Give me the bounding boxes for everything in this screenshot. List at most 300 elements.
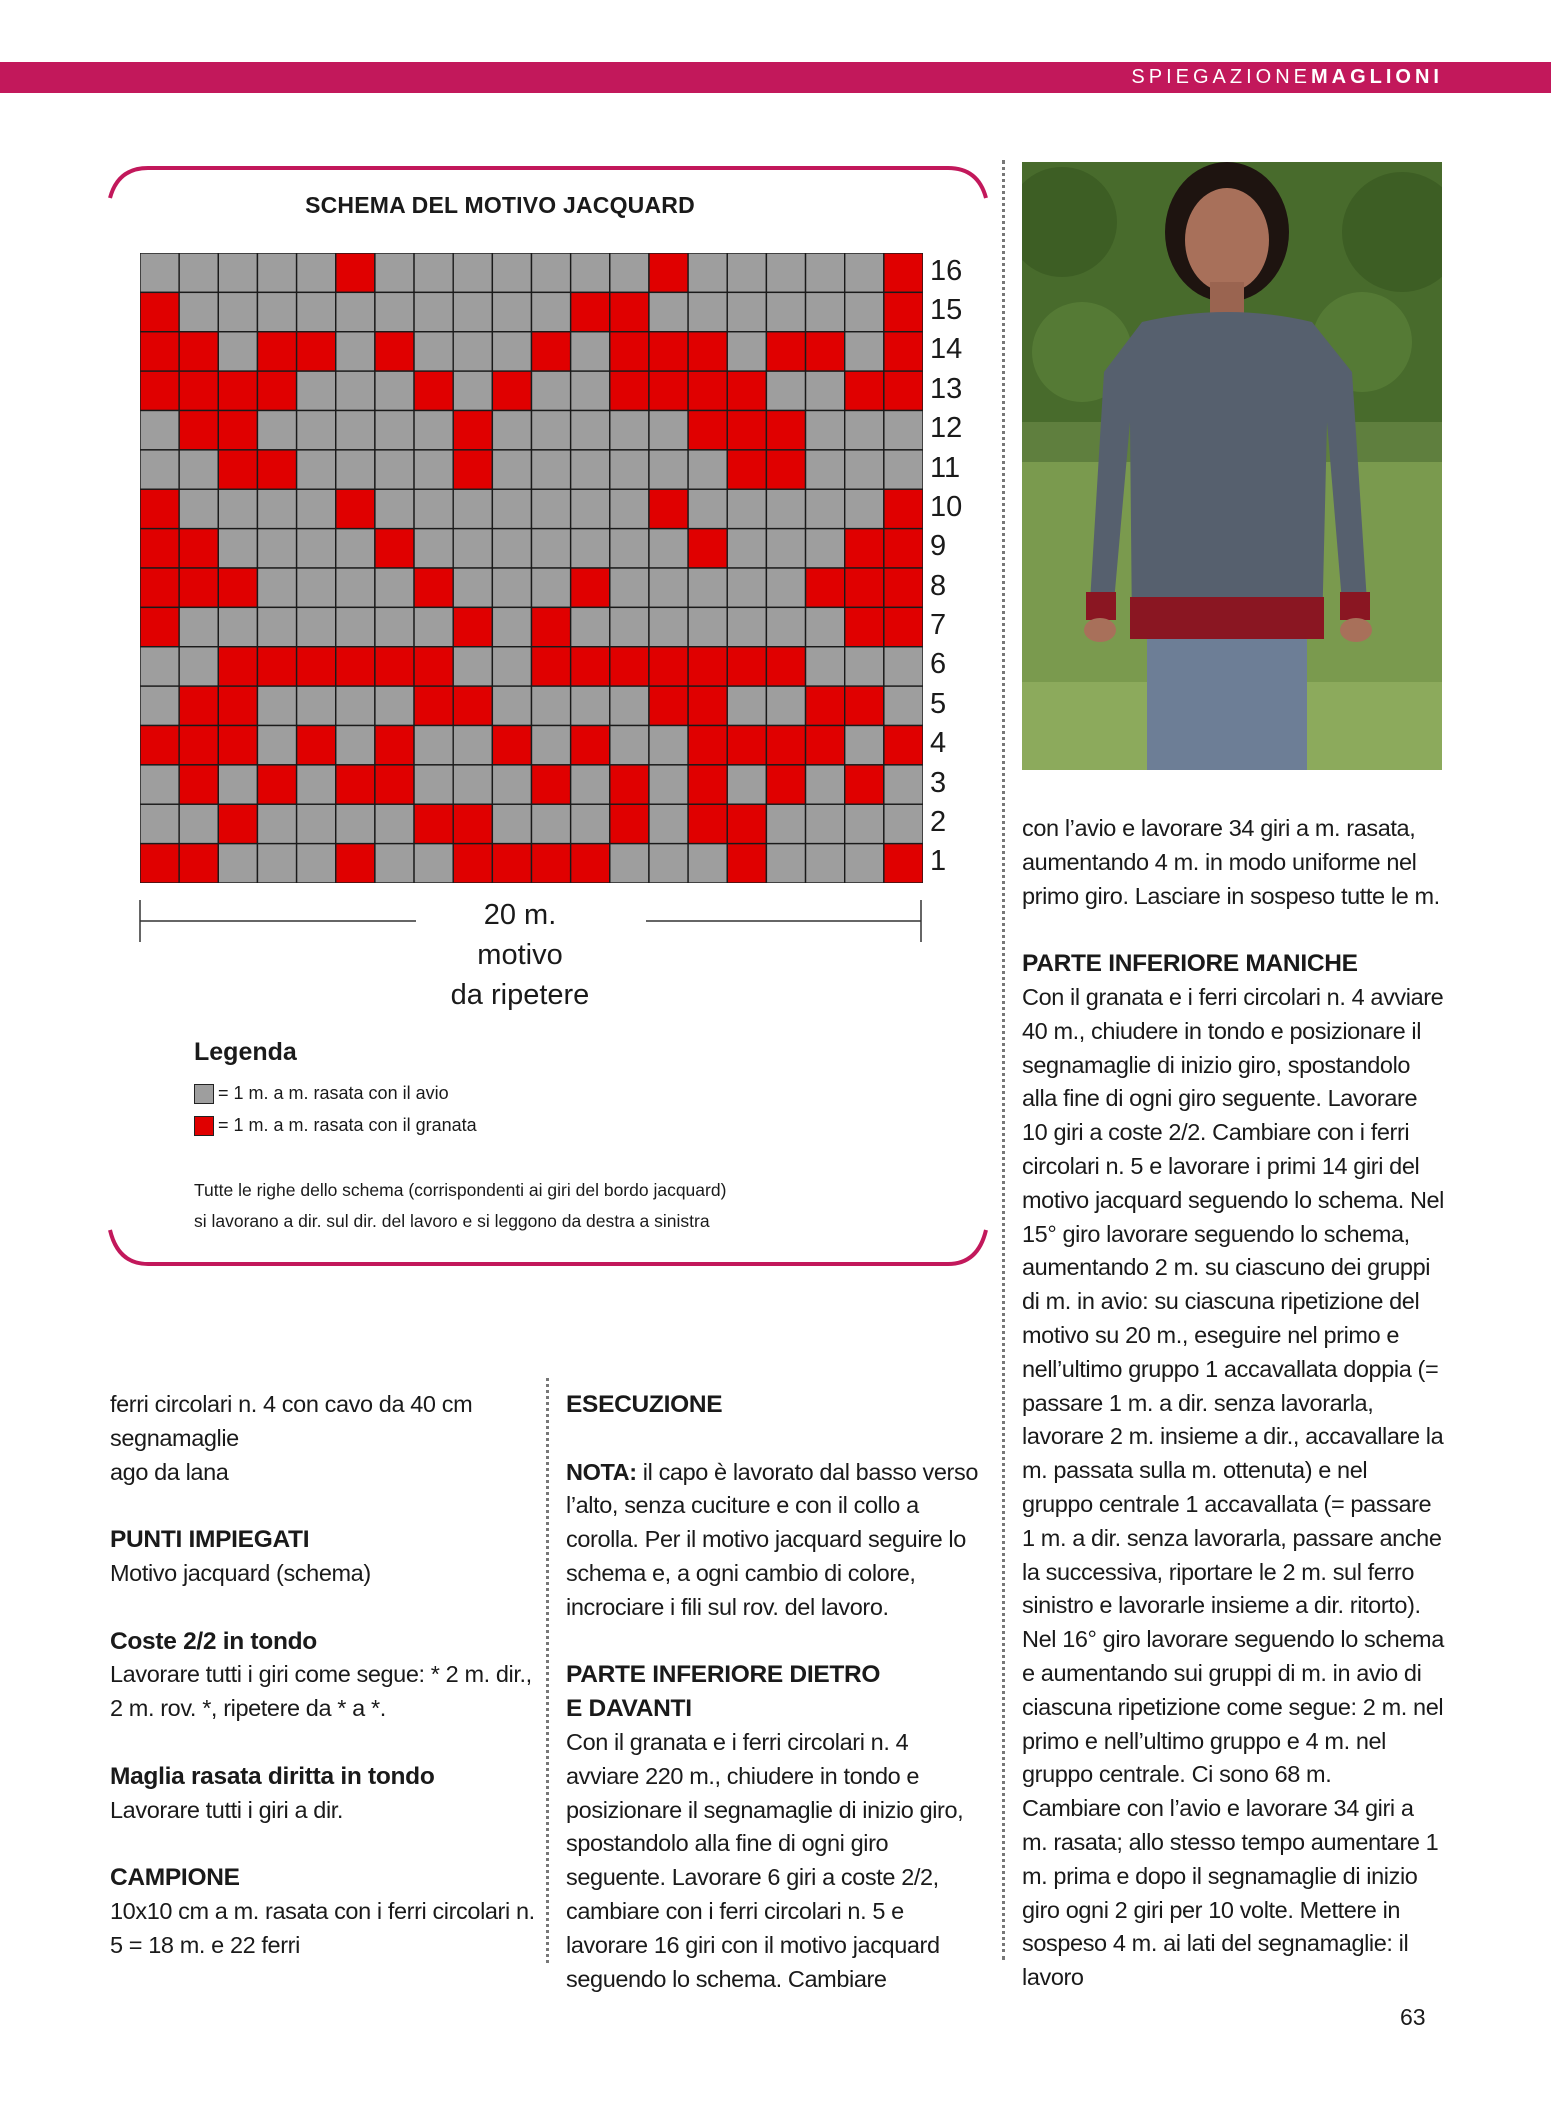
grid-cell: [297, 529, 336, 568]
grid-cell: [532, 253, 571, 292]
grid-cell: [884, 726, 923, 765]
grid-cell: [688, 686, 727, 725]
grid-cell: [179, 529, 218, 568]
row-label: 7: [930, 609, 947, 642]
grid-cell: [727, 332, 766, 371]
grid-cell: [453, 371, 492, 410]
grid-cell: [766, 411, 805, 450]
grid-cell: [336, 292, 375, 331]
grid-cell: [140, 332, 179, 371]
grid-cell: [884, 489, 923, 528]
grid-cell: [179, 371, 218, 410]
grid-cell: [414, 844, 453, 883]
grid-cell: [257, 804, 296, 843]
grid-cell: [532, 529, 571, 568]
grid-cell: [414, 686, 453, 725]
grid-cell: [766, 450, 805, 489]
heading-punti: PUNTI IMPIEGATI: [110, 1526, 310, 1554]
grid-cell: [649, 765, 688, 804]
grid-cell: [610, 804, 649, 843]
grid-cell: [453, 726, 492, 765]
grid-cell: [336, 450, 375, 489]
grid-cell: [806, 726, 845, 765]
grid-cell: [179, 804, 218, 843]
row-label: 5: [930, 687, 947, 720]
legend-text-avio: = 1 m. a m. rasata con il avio: [218, 1083, 449, 1103]
grid-cell: [884, 253, 923, 292]
grid-cell: [179, 568, 218, 607]
grid-cell: [845, 411, 884, 450]
grid-cell: [414, 726, 453, 765]
grid-cell: [571, 844, 610, 883]
grid-cell: [571, 726, 610, 765]
grid-cell: [218, 844, 257, 883]
grid-cell: [257, 332, 296, 371]
grid-cell: [218, 450, 257, 489]
grid-cell: [845, 844, 884, 883]
grid-cell: [806, 607, 845, 646]
grid-cell: [179, 647, 218, 686]
grid-cell: [492, 765, 531, 804]
grid-cell: [414, 332, 453, 371]
grid-cell: [297, 726, 336, 765]
grid-cell: [766, 765, 805, 804]
grid-cell: [845, 371, 884, 410]
jacquard-grid: [140, 253, 923, 883]
row-label: 13: [930, 372, 963, 405]
grid-cell: [766, 726, 805, 765]
grid-cell: [336, 411, 375, 450]
grid-cell: [140, 568, 179, 607]
grid-cell: [336, 686, 375, 725]
grid-cell: [257, 726, 296, 765]
grid-cell: [610, 607, 649, 646]
legend-item-granata: [194, 1115, 477, 1136]
grid-cell: [492, 489, 531, 528]
grid-cell: [571, 647, 610, 686]
grid-cell: [649, 489, 688, 528]
row-label: 8: [930, 569, 947, 602]
grid-cell: [532, 804, 571, 843]
col3-paragraph-1: con l’avio e lavorare 34 giri a m. rasata, aumentando 4 m. in modo uniforme nel primo giro. Lasciare in sospeso tutte le m.: [1022, 815, 1440, 909]
grid-cell: [766, 253, 805, 292]
column-execution: [566, 1388, 986, 1996]
grid-cell: [414, 529, 453, 568]
grid-cell: [257, 371, 296, 410]
grid-cell: [806, 450, 845, 489]
grid-cell: [688, 765, 727, 804]
grid-cell: [727, 489, 766, 528]
grid-cell: [610, 686, 649, 725]
grid-cell: [297, 686, 336, 725]
grid-cell: [806, 804, 845, 843]
section-title-bold: MAGLIONI: [1311, 66, 1443, 88]
column-materials: [110, 1388, 535, 1963]
grid-cell: [571, 568, 610, 607]
heading-maniche: PARTE INFERIORE MANICHE: [1022, 950, 1358, 978]
grid-cell: [414, 568, 453, 607]
grid-cell: [649, 371, 688, 410]
grid-cell: [884, 686, 923, 725]
grid-cell: [297, 647, 336, 686]
grid-cell: [688, 844, 727, 883]
legend-text-granata: = 1 m. a m. rasata con il granata: [218, 1115, 477, 1135]
grid-cell: [806, 647, 845, 686]
grid-cell: [453, 686, 492, 725]
grid-cell: [140, 489, 179, 528]
grid-cell: [218, 647, 257, 686]
row-label: 2: [930, 805, 947, 838]
grid-cell: [806, 529, 845, 568]
grid-cell: [218, 411, 257, 450]
grid-cell: [179, 765, 218, 804]
grid-cell: [453, 647, 492, 686]
grid-cell: [492, 529, 531, 568]
grid-cell: [766, 371, 805, 410]
grid-cell: [571, 411, 610, 450]
grid-cell: [727, 686, 766, 725]
grid-cell: [218, 253, 257, 292]
grid-cell: [532, 647, 571, 686]
grid-cell: [336, 371, 375, 410]
grid-cell: [845, 489, 884, 528]
grid-cell: [727, 568, 766, 607]
grid-cell: [179, 411, 218, 450]
legend-item-avio: [194, 1083, 449, 1104]
heading-esecuzione: ESECUZIONE: [566, 1391, 723, 1418]
grid-cell: [532, 765, 571, 804]
grid-cell: [688, 529, 727, 568]
grid-cell: [297, 292, 336, 331]
section-title: [1131, 62, 1443, 93]
grid-cell: [336, 765, 375, 804]
grid-cell: [414, 489, 453, 528]
grid-cell: [532, 686, 571, 725]
grid-cell: [179, 686, 218, 725]
grid-cell: [610, 371, 649, 410]
grid-cell: [688, 726, 727, 765]
grid-cell: [806, 411, 845, 450]
grid-cell: [453, 804, 492, 843]
repeat-label: [420, 895, 620, 1015]
grid-cell: [375, 332, 414, 371]
grid-cell: [649, 686, 688, 725]
material-line: ago da lana: [110, 1458, 229, 1485]
grid-cell: [688, 450, 727, 489]
grid-cell: [766, 844, 805, 883]
grid-cell: [532, 726, 571, 765]
row-label: 9: [930, 530, 947, 563]
grid-cell: [571, 332, 610, 371]
grid-cell: [492, 844, 531, 883]
grid-cell: [492, 292, 531, 331]
grid-cell: [336, 253, 375, 292]
grid-cell: [140, 686, 179, 725]
grid-cell: [610, 489, 649, 528]
grid-cell: [649, 292, 688, 331]
grid-cell: [453, 568, 492, 607]
material-line: segnamaglie: [110, 1424, 239, 1451]
row-label: 14: [930, 333, 963, 366]
grid-cell: [845, 647, 884, 686]
grid-cell: [453, 292, 492, 331]
grid-cell: [297, 253, 336, 292]
grid-cell: [806, 253, 845, 292]
grid-cell: [532, 489, 571, 528]
grid-cell: [218, 726, 257, 765]
grid-cell: [336, 726, 375, 765]
grid-cell: [414, 765, 453, 804]
grid-cell: [688, 253, 727, 292]
row-label: 11: [930, 451, 961, 484]
grid-cell: [532, 607, 571, 646]
grid-cell: [806, 765, 845, 804]
grid-cell: [257, 607, 296, 646]
grid-cell: [688, 647, 727, 686]
grid-cell: [649, 844, 688, 883]
chart-note-line2: si lavorano a dir. sul dir. del lavoro e si leggono da destra a sinistra: [194, 1211, 710, 1231]
legend-swatch-grey: [194, 1084, 214, 1104]
grid-cell: [649, 332, 688, 371]
repeat-label-line3: da ripetere: [450, 979, 590, 1011]
grid-cell: [727, 411, 766, 450]
grid-cell: [257, 844, 296, 883]
grid-cell: [375, 450, 414, 489]
grid-cell: [610, 332, 649, 371]
grid-cell: [845, 253, 884, 292]
grid-cell: [610, 450, 649, 489]
campione-text: 10x10 cm a m. rasata con i ferri circolari n. 5 = 18 m. e 22 ferri: [110, 1897, 535, 1958]
maglia-text: Lavorare tutti i giri a dir.: [110, 1796, 344, 1823]
grid-cell: [571, 292, 610, 331]
grid-cell: [884, 607, 923, 646]
heading-parte-dietro-1: PARTE INFERIORE DIETRO: [566, 1661, 881, 1689]
grid-cell: [492, 607, 531, 646]
repeat-label-line2: motivo: [477, 939, 563, 971]
grid-cell: [532, 332, 571, 371]
grid-cell: [414, 292, 453, 331]
grid-cell: [884, 411, 923, 450]
grid-cell: [806, 686, 845, 725]
grid-cell: [140, 371, 179, 410]
grid-cell: [727, 292, 766, 331]
grid-cell: [297, 844, 336, 883]
grid-cell: [218, 529, 257, 568]
grid-cell: [492, 411, 531, 450]
grid-cell: [140, 450, 179, 489]
grid-cell: [649, 607, 688, 646]
grid-cell: [453, 607, 492, 646]
grid-cell: [297, 332, 336, 371]
grid-cell: [610, 568, 649, 607]
col3-paragraph-3: Cambiare con l’avio e lavorare 34 giri a m. rasata; allo stesso tempo aumentare 1 m. prima e dopo il segnamaglie di inizio giro ogni 2 giri per 10 volte. Mettere in sospeso 4 m. ai lati del segnamaglie: il lavoro: [1022, 1795, 1439, 1991]
grid-cell: [375, 411, 414, 450]
grid-cell: [297, 411, 336, 450]
grid-cell: [492, 686, 531, 725]
header-bar: [0, 62, 1551, 93]
grid-cell: [845, 450, 884, 489]
chart-title: SCHEMA DEL MOTIVO JACQUARD: [305, 192, 695, 218]
grid-cell: [688, 489, 727, 528]
grid-cell: [766, 804, 805, 843]
grid-cell: [727, 529, 766, 568]
nota-text: il capo è lavorato dal basso verso l’alto, senza cuciture e con il collo a corolla. Per il motivo jacquard seguire lo schema e, a ogni cambio di colore, incrociare i fili sul rov. del lavoro.: [566, 1458, 978, 1620]
grid-cell: [375, 253, 414, 292]
grid-cell: [218, 489, 257, 528]
grid-cell: [884, 765, 923, 804]
grid-cell: [845, 529, 884, 568]
grid-cell: [727, 804, 766, 843]
grid-cell: [649, 568, 688, 607]
grid-cell: [375, 292, 414, 331]
nota-paragraph: [566, 1456, 986, 1625]
grid-cell: [453, 529, 492, 568]
grid-cell: [649, 726, 688, 765]
grid-cell: [492, 647, 531, 686]
coste-text: Lavorare tutti i giri come segue: * 2 m. dir., 2 m. rov. *, ripetere da * a *.: [110, 1661, 532, 1722]
grid-cell: [140, 765, 179, 804]
grid-cell: [179, 450, 218, 489]
grid-cell: [140, 411, 179, 450]
grid-cell: [571, 804, 610, 843]
row-label: 10: [930, 490, 963, 523]
grid-cell: [414, 647, 453, 686]
grid-cell: [375, 804, 414, 843]
grid-cell: [571, 253, 610, 292]
nota-label: NOTA:: [566, 1458, 637, 1485]
grid-cell: [297, 489, 336, 528]
grid-cell: [766, 568, 805, 607]
grid-cell: [140, 292, 179, 331]
grid-cell: [727, 844, 766, 883]
grid-cell: [727, 726, 766, 765]
grid-cell: [492, 371, 531, 410]
grid-cell: [336, 332, 375, 371]
grid-cell: [766, 647, 805, 686]
grid-cell: [845, 726, 884, 765]
grid-cell: [532, 292, 571, 331]
column-divider-1: [546, 1378, 549, 1963]
grid-cell: [532, 844, 571, 883]
grid-cell: [688, 292, 727, 331]
grid-cell: [336, 529, 375, 568]
grid-cell: [492, 568, 531, 607]
grid-cell: [140, 844, 179, 883]
grid-cell: [375, 371, 414, 410]
grid-cell: [649, 804, 688, 843]
grid-cell: [257, 765, 296, 804]
grid-cell: [140, 253, 179, 292]
grid-cell: [806, 489, 845, 528]
grid-cell: [610, 765, 649, 804]
grid-cell: [571, 686, 610, 725]
grid-cell: [453, 489, 492, 528]
grid-cell: [297, 371, 336, 410]
legend-title: Legenda: [194, 1038, 297, 1066]
grid-cell: [414, 450, 453, 489]
row-label: 6: [930, 648, 947, 681]
grid-cell: [257, 411, 296, 450]
chart-note: [194, 1175, 834, 1237]
grid-cell: [453, 253, 492, 292]
row-label: 3: [930, 766, 947, 799]
grid-cell: [336, 489, 375, 528]
grid-cell: [297, 804, 336, 843]
chart-note-line1: Tutte le righe dello schema (corrispondenti ai giri del bordo jacquard): [194, 1180, 727, 1200]
grid-cell: [571, 450, 610, 489]
grid-cell: [806, 292, 845, 331]
grid-cell: [453, 765, 492, 804]
grid-cell: [257, 292, 296, 331]
grid-cell: [257, 489, 296, 528]
grid-cell: [727, 765, 766, 804]
column-divider-2: [1002, 160, 1005, 1960]
grid-cell: [414, 607, 453, 646]
grid-cell: [414, 371, 453, 410]
heading-campione: CAMPIONE: [110, 1864, 240, 1892]
col3-paragraph-2: Con il granata e i ferri circolari n. 4 avviare 40 m., chiudere in tondo e posizionare il segnamaglie di inizio giro, spostandolo alla fine di ogni giro seguente. Lavorare 10 giri a coste 2/2. Cambiare con i ferri circolari n. 5 e lavorare i primi 14 giri del motivo jacquard seguendo lo schema. Nel 15° giro lavorare seguendo lo schema, aumentando 2 m. su ciascuno dei gruppi di m. in avio: su ciascuna ripetizione del motivo su 20 m., eseguire nel primo e nell’ultimo gruppo 1 accavallata doppia (= passare 1 m. a dir. senza lavorarla, lavorare 2 m. insieme a dir., accavallare la m. passata sulla m. ottenuta) e nel gruppo centrale 1 accavallata (= passare 1 m. a dir. senza lavorarla, passare anche la successiva, riportare le 2 m. sul ferro sinistro e lavorarle insieme a dir. ritorto). Nel 16° giro lavorare seguendo lo schema e aumentando sui gruppi di m. in avio di ciascuna ripetizione come segue: 2 m. nel primo e nell’ultimo gruppo e 4 m. nel gruppo centrale. Ci sono 68 m.: [1022, 983, 1445, 1788]
grid-cell: [610, 411, 649, 450]
grid-cell: [336, 607, 375, 646]
grid-cell: [218, 804, 257, 843]
grid-cell: [806, 844, 845, 883]
grid-cell: [688, 332, 727, 371]
grid-cell: [453, 332, 492, 371]
grid-cell: [610, 844, 649, 883]
grid-cell: [297, 607, 336, 646]
grid-cell: [766, 489, 805, 528]
grid-cell: [492, 450, 531, 489]
grid-cell: [140, 607, 179, 646]
heading-maglia: Maglia rasata diritta in tondo: [110, 1762, 435, 1790]
grid-cell: [492, 332, 531, 371]
grid-cell: [179, 332, 218, 371]
grid-cell: [845, 686, 884, 725]
sweater-photo: [1022, 162, 1442, 770]
grid-cell: [375, 647, 414, 686]
grid-cell: [414, 411, 453, 450]
grid-cell: [336, 568, 375, 607]
grid-cell: [610, 647, 649, 686]
grid-cell: [336, 647, 375, 686]
grid-cell: [414, 253, 453, 292]
grid-cell: [257, 253, 296, 292]
material-line: ferri circolari n. 4 con cavo da 40 cm: [110, 1391, 473, 1417]
grid-cell: [845, 292, 884, 331]
grid-cell: [218, 568, 257, 607]
row-label: 15: [930, 294, 963, 327]
grid-cell: [766, 686, 805, 725]
grid-cell: [845, 568, 884, 607]
grid-cell: [532, 450, 571, 489]
grid-cell: [806, 568, 845, 607]
row-label: 12: [930, 412, 963, 445]
grid-cell: [649, 647, 688, 686]
grid-cell: [375, 607, 414, 646]
grid-cell: [688, 607, 727, 646]
grid-cell: [688, 411, 727, 450]
grid-cell: [218, 292, 257, 331]
grid-cell: [218, 686, 257, 725]
grid-cell: [884, 332, 923, 371]
grid-cell: [179, 253, 218, 292]
grid-cell: [884, 844, 923, 883]
grid-cell: [571, 371, 610, 410]
grid-cell: [649, 411, 688, 450]
grid-cell: [571, 529, 610, 568]
grid-cell: [610, 529, 649, 568]
grid-cell: [688, 804, 727, 843]
